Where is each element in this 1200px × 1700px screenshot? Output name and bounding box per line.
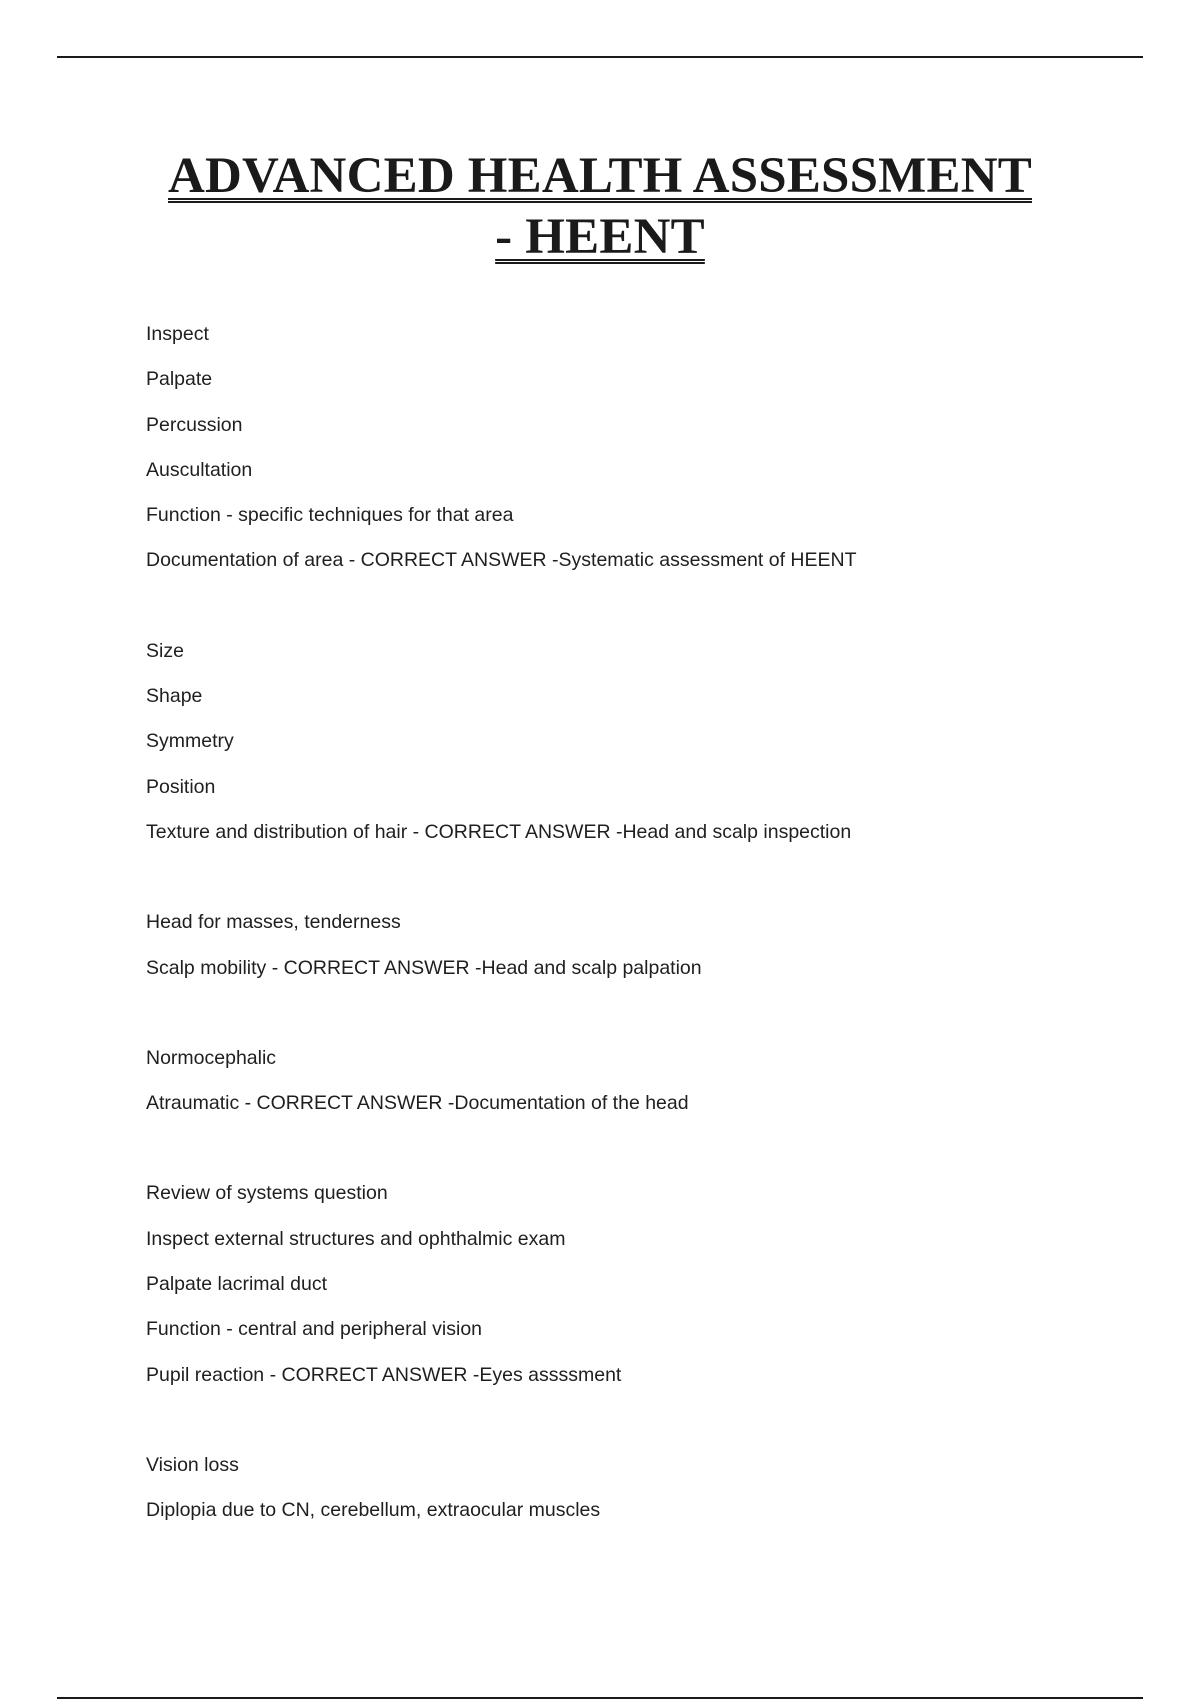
text-line: Head for masses, tenderness [146, 911, 401, 934]
text-line: Palpate lacrimal duct [146, 1273, 328, 1296]
title-line-2: - HEENT [495, 209, 705, 265]
text-line: Symmetry [146, 730, 234, 753]
answer-line: Scalp mobility - CORRECT ANSWER -Head and scalp palpation [146, 956, 702, 979]
qa-group-systematic-assessment [146, 312, 1126, 584]
qa-group-head-documentation [146, 1036, 1126, 1127]
text-line: Size [146, 639, 184, 662]
text-line: Diplopia due to CN, cerebellum, extraocular muscles [146, 1499, 601, 1522]
top-divider [57, 56, 1143, 58]
answer-line: Pupil reaction - CORRECT ANSWER -Eyes assssment [146, 1363, 622, 1386]
text-line: Palpate [146, 368, 213, 391]
text-line: Function - central and peripheral vision [146, 1318, 483, 1341]
text-line: Vision loss [146, 1453, 239, 1476]
text-line: Auscultation [146, 458, 253, 481]
text-line: Percussion [146, 413, 243, 436]
answer-line: Atraumatic - CORRECT ANSWER -Documentation of the head [146, 1092, 689, 1115]
qa-group-eyes-assessment [146, 1171, 1126, 1397]
title-line-1: ADVANCED HEALTH ASSESSMENT [168, 148, 1032, 204]
document-body [146, 312, 1126, 1534]
qa-group-head-scalp-palpation [146, 900, 1126, 991]
bottom-divider [57, 1697, 1143, 1699]
qa-group-head-scalp-inspection [146, 629, 1126, 855]
text-line: Normocephalic [146, 1046, 277, 1069]
text-line: Review of systems question [146, 1182, 388, 1205]
answer-line: Texture and distribution of hair - CORRECT ANSWER -Head and scalp inspection [146, 820, 852, 843]
document-title [100, 146, 1100, 268]
text-line: Shape [146, 685, 203, 708]
text-line: Position [146, 775, 216, 798]
text-line: Inspect [146, 323, 209, 345]
text-line: Inspect external structures and ophthalmic exam [146, 1227, 566, 1250]
text-line: Function - specific techniques for that area [146, 504, 514, 527]
qa-group-vision [146, 1443, 1126, 1534]
answer-line: Documentation of area - CORRECT ANSWER -Systematic assessment of HEENT [146, 549, 857, 572]
